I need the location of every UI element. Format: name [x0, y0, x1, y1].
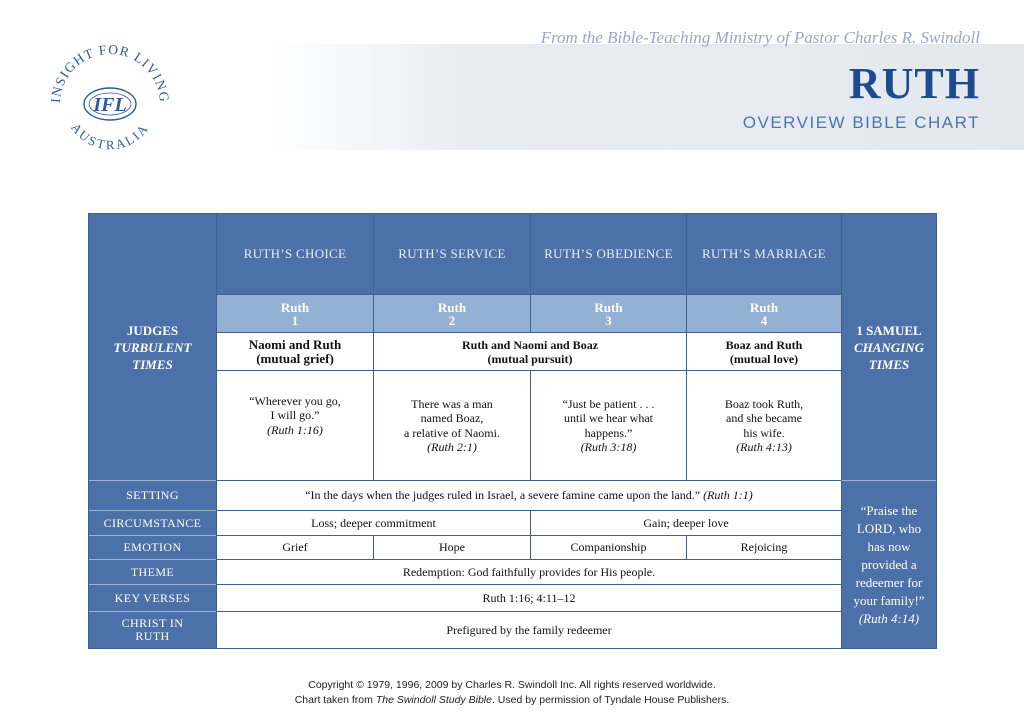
- quote-line: his wife.: [743, 425, 785, 440]
- quote-line: “Wherever you go,: [249, 393, 341, 408]
- chapter-cell-1: [216, 294, 373, 332]
- quote-line: a relative of Naomi.: [404, 425, 500, 440]
- emotion-value-1: Grief: [216, 535, 373, 559]
- right-context-book: 1 SAMUEL: [856, 322, 922, 338]
- quote-cell-1: [216, 370, 373, 480]
- setting-text: “In the days when the judges ruled in Israel, a severe famine came upon the land.”: [305, 488, 701, 502]
- quote-reference: (Ruth 3:18): [580, 440, 637, 454]
- relation-subtitle: (mutual grief): [256, 350, 334, 366]
- insight-for-living-logo: [42, 30, 178, 166]
- left-context-line2: TURBULENT: [113, 339, 192, 355]
- relation-title: Ruth and Naomi and Boaz: [461, 337, 599, 352]
- praise-reference: (Ruth 4:14): [858, 610, 920, 626]
- praise-line: “Praise the: [860, 502, 918, 518]
- quote-line: Boaz took Ruth,: [724, 396, 804, 411]
- quote-reference: (Ruth 1:16): [267, 422, 323, 437]
- quote-cell-4: [686, 370, 841, 480]
- chapter-book: Ruth: [437, 299, 467, 315]
- praise-line: has now: [867, 538, 911, 554]
- quote-line: happens.”: [584, 425, 633, 440]
- praise-line: your family!”: [853, 592, 925, 608]
- praise-line: LORD, who: [856, 520, 922, 536]
- logo-monogram: IFL: [93, 94, 127, 116]
- chapter-cell-2: [373, 294, 530, 332]
- section-heading-choice: RUTH’S CHOICE: [216, 214, 373, 294]
- emotion-value-3: Companionship: [530, 535, 686, 559]
- theme-value: Redemption: God faithfully provides for His people.: [216, 559, 841, 584]
- source-title: The Swindoll Study Bible: [375, 694, 492, 706]
- chapter-number: 1: [291, 312, 299, 328]
- section-heading-marriage: RUTH’S MARRIAGE: [686, 214, 841, 294]
- setting-value: [216, 480, 841, 510]
- quote-line: and she became: [726, 411, 802, 425]
- row-label-key-verses: KEY VERSES: [89, 584, 216, 611]
- quote-line: until we hear what: [564, 411, 653, 425]
- tagline: From the Bible-Teaching Ministry of Pastor Charles R. Swindoll: [540, 28, 980, 47]
- copyright-line: Copyright © 1979, 1996, 2009 by Charles R. Swindoll Inc. All rights reserved worldwide.: [308, 679, 716, 691]
- logo-text-bottom: AUSTRALIA: [68, 120, 152, 153]
- chart-source-line: [0, 694, 1024, 706]
- left-context-book: JUDGES: [126, 322, 179, 338]
- emotion-value-2: Hope: [373, 535, 530, 559]
- relation-title: Boaz and Ruth: [725, 337, 803, 352]
- section-heading-obedience: RUTH’S OBEDIENCE: [530, 214, 686, 294]
- row-label-theme: THEME: [89, 559, 216, 584]
- christ-in-ruth-value: Prefigured by the family redeemer: [216, 611, 841, 648]
- section-heading-service: RUTH’S SERVICE: [373, 214, 530, 294]
- quote-reference: (Ruth 2:1): [427, 440, 477, 454]
- chapter-number: 4: [760, 312, 768, 328]
- source-prefix: Chart taken from: [294, 694, 376, 706]
- chapter-book: Ruth: [280, 299, 310, 315]
- quote-line: “Just be patient . . .: [562, 396, 655, 411]
- overview-chart: [88, 213, 937, 649]
- setting-reference: (Ruth 1:1): [703, 488, 753, 502]
- row-label-circumstance: CIRCUMSTANCE: [89, 510, 216, 535]
- page-subtitle: OVERVIEW BIBLE CHART: [742, 113, 980, 132]
- chapter-number: 3: [605, 312, 612, 328]
- row-label-line: RUTH: [135, 629, 170, 643]
- quote-line: I will go.”: [270, 408, 320, 423]
- relation-subtitle: (mutual love): [729, 351, 799, 366]
- chapter-book: Ruth: [749, 299, 779, 315]
- relation-subtitle: (mutual pursuit): [487, 351, 573, 366]
- praise-quote: [841, 480, 936, 648]
- chapter-cell-4: [686, 294, 841, 332]
- circumstance-left-value: Loss; deeper commitment: [216, 510, 530, 535]
- row-label-emotion: EMOTION: [89, 535, 216, 559]
- relation-cell-3: [686, 332, 841, 370]
- emotion-value-4: Rejoicing: [686, 535, 841, 559]
- row-label-setting: SETTING: [89, 480, 216, 510]
- praise-line: provided a: [861, 556, 917, 572]
- right-context-1-samuel: [841, 214, 936, 480]
- relation-title: Naomi and Ruth: [248, 336, 342, 352]
- quote-cell-2: [373, 370, 530, 480]
- chapter-number: 2: [448, 312, 456, 328]
- source-suffix: . Used by permission of Tyndale House Publishers.: [491, 694, 730, 706]
- logo-text-top: INSIGHT FOR LIVING: [47, 41, 173, 104]
- row-label-christ-in-ruth: [89, 611, 216, 648]
- page-title: RUTH: [848, 59, 980, 108]
- key-verses-value: Ruth 1:16; 4:11–12: [216, 584, 841, 611]
- chapter-cell-3: [530, 294, 686, 332]
- quote-cell-3: [530, 370, 686, 480]
- praise-line: redeemer for: [855, 574, 923, 590]
- relation-cell-1: [216, 332, 373, 370]
- right-context-line2: CHANGING: [853, 339, 925, 355]
- logo-emblem-icon: [42, 30, 178, 166]
- left-context-line3: TIMES: [132, 356, 173, 372]
- quote-line: There was a man: [411, 396, 493, 411]
- right-context-line3: TIMES: [868, 356, 910, 372]
- relation-cell-2: [373, 332, 686, 370]
- quote-reference: (Ruth 4:13): [736, 440, 792, 454]
- chapter-book: Ruth: [594, 299, 623, 315]
- row-label-line: CHRIST IN: [121, 616, 184, 630]
- left-context-judges: [89, 214, 216, 480]
- quote-line: named Boaz,: [420, 411, 484, 425]
- circumstance-right-value: Gain; deeper love: [530, 510, 841, 535]
